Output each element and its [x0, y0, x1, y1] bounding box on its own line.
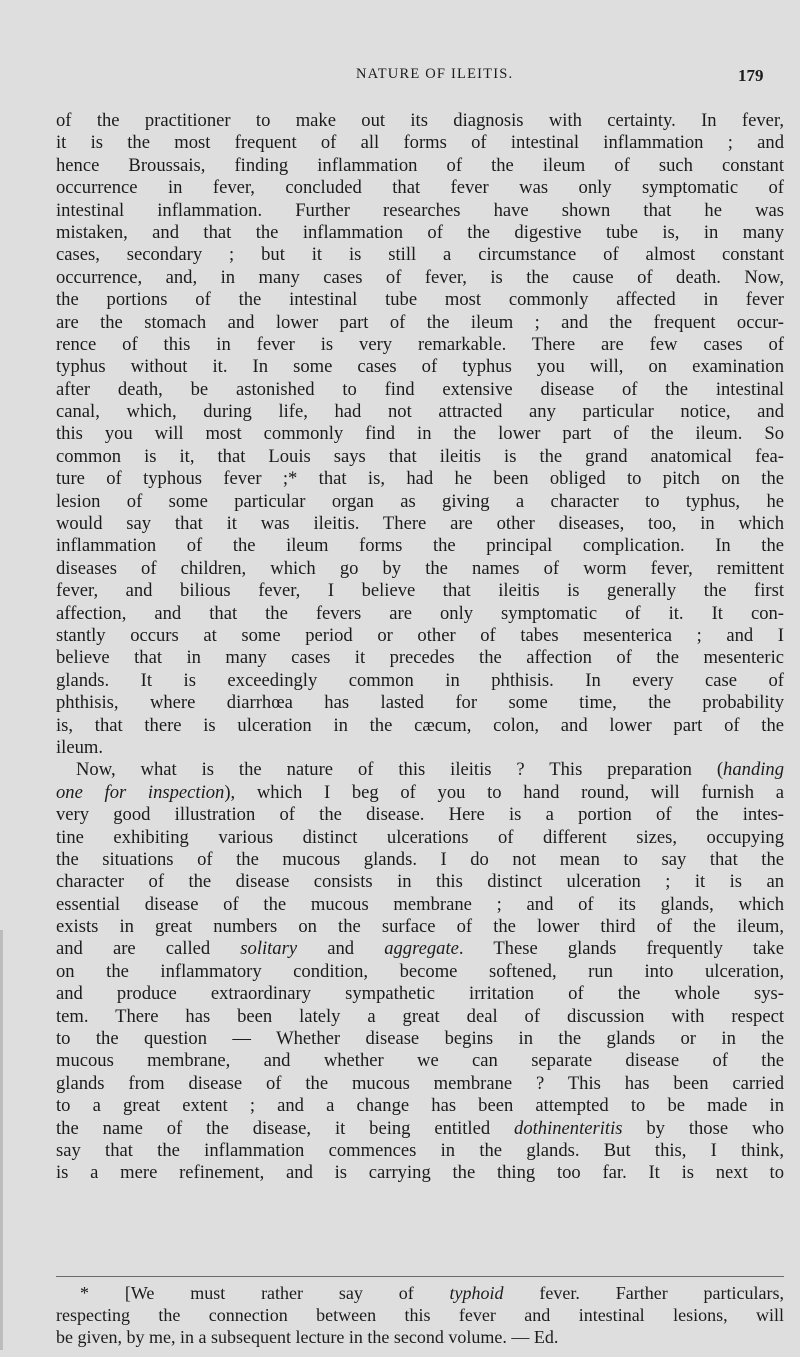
text-line: cases, secondary ; but it is still a circumstance of almost constant — [56, 244, 784, 266]
text-line: believe that in many cases it precedes the affection of the mesenteric — [56, 647, 784, 669]
text-line: after death, be astonished to find extensive disease of the intestinal — [56, 378, 784, 400]
footnote-line: be given, by me, in a subsequent lecture in the second volume. — Ed. — [56, 1327, 559, 1347]
text-line: ture of typhous fever ;* that is, had he been obliged to pitch on the — [56, 468, 784, 490]
footnote — [56, 1282, 784, 1348]
body-text — [56, 110, 784, 1185]
text-line: lesion of some particular organ as giving a character to typhus, he — [56, 490, 784, 512]
text-line: tine exhibiting various distinct ulcerations of different sizes, occupying — [56, 826, 784, 848]
text-line: affection, and that the fevers are only symptomatic of it. It con- — [56, 602, 784, 624]
text-line: diseases of children, which go by the names of worm fever, remittent — [56, 557, 784, 579]
text-line: Now, what is the nature of this ileitis ? This preparation (handing — [76, 759, 784, 781]
text-line: common is it, that Louis says that ileitis is the grand anatomical fea- — [56, 445, 784, 467]
text-line: exists in great numbers on the surface of the lower third of the ileum, — [56, 916, 784, 938]
text-line: rence of this in fever is very remarkable. There are few cases of — [56, 333, 784, 355]
text-line: are the stomach and lower part of the ileum ; and the frequent occur- — [56, 311, 784, 333]
text-line: mistaken, and that the inflammation of the digestive tube is, in many — [56, 221, 784, 243]
text-line: hence Broussais, finding inflammation of the ileum of such constant — [56, 154, 784, 176]
text-line: occurrence, and, in many cases of fever, is the cause of death. Now, — [56, 266, 784, 288]
running-head — [0, 66, 800, 90]
text-line: very good illustration of the disease. Here is a portion of the intes- — [56, 804, 784, 826]
text-line: character of the disease consists in this distinct ulceration ; it is an — [56, 871, 784, 893]
text-line: on the inflammatory condition, become softened, run into ulceration, — [56, 960, 784, 982]
text-line: is, that there is ulceration in the cæcum, colon, and lower part of the — [56, 714, 784, 736]
text-line: tem. There has been lately a great deal of discussion with respect — [56, 1005, 784, 1027]
text-line: phthisis, where diarrhœa has lasted for some time, the probability — [56, 692, 784, 714]
text-line: intestinal inflammation. Further researches have shown that he was — [56, 199, 784, 221]
text-line: canal, which, during life, had not attracted any particular notice, and — [56, 401, 784, 423]
footnote-line: * [We must rather say of typhoid fever. Farther particulars, — [80, 1283, 784, 1303]
text-line: is a mere refinement, and is carrying the thing too far. It is next to — [56, 1162, 784, 1184]
text-line: occurrence in fever, concluded that fever was only symptomatic of — [56, 177, 784, 199]
text-line: mucous membrane, and whether we can separate disease of the — [56, 1050, 784, 1072]
text-line: typhus without it. In some cases of typhus you will, on examination — [56, 356, 784, 378]
text-line: essential disease of the mucous membrane ; and of its glands, which — [56, 893, 784, 915]
text-line: and are called solitary and aggregate. These glands frequently take — [56, 938, 784, 960]
text-line: ileum. — [56, 736, 103, 758]
text-line: and produce extraordinary sympathetic irritation of the whole sys- — [56, 983, 784, 1005]
text-line: glands from disease of the mucous membrane ? This has been carried — [56, 1072, 784, 1094]
text-line: the situations of the mucous glands. I do not mean to say that the — [56, 848, 784, 870]
page-number: 179 — [738, 66, 764, 85]
footnote-rule — [56, 1276, 784, 1277]
text-line: the name of the disease, it being entitled dothinenteritis by those who — [56, 1117, 785, 1139]
text-line: would say that it was ileitis. There are other diseases, too, in which — [56, 513, 784, 535]
text-line: the portions of the intestinal tube most commonly affected in fever — [56, 289, 784, 311]
text-line: fever, and bilious fever, I believe that ileitis is generally the first — [56, 580, 784, 602]
scan-edge-shadow — [0, 930, 3, 1350]
running-title: NATURE OF ILEITIS. — [356, 66, 514, 82]
footnote-line: respecting the connection between this fever and intestinal lesions, will — [56, 1305, 784, 1325]
text-line: of the practitioner to make out its diagnosis with certainty. In fever, — [56, 110, 784, 131]
text-line: to the question — Whether disease begins in the glands or in the — [56, 1028, 784, 1050]
text-line: stantly occurs at some period or other of tabes mesenterica ; and I — [56, 624, 784, 646]
text-line: inflammation of the ileum forms the principal complication. In the — [56, 535, 784, 557]
text-line: one for inspection), which I beg of you to hand round, will furnish a — [56, 781, 784, 803]
text-line: to a great extent ; and a change has been attempted to be made in — [56, 1095, 784, 1117]
text-line: it is the most frequent of all forms of intestinal inflammation ; and — [56, 132, 784, 154]
text-line: say that the inflammation commences in the glands. But this, I think, — [56, 1139, 784, 1161]
text-line: glands. It is exceedingly common in phthisis. In every case of — [56, 669, 784, 691]
text-line: this you will most commonly find in the lower part of the ileum. So — [56, 423, 784, 445]
